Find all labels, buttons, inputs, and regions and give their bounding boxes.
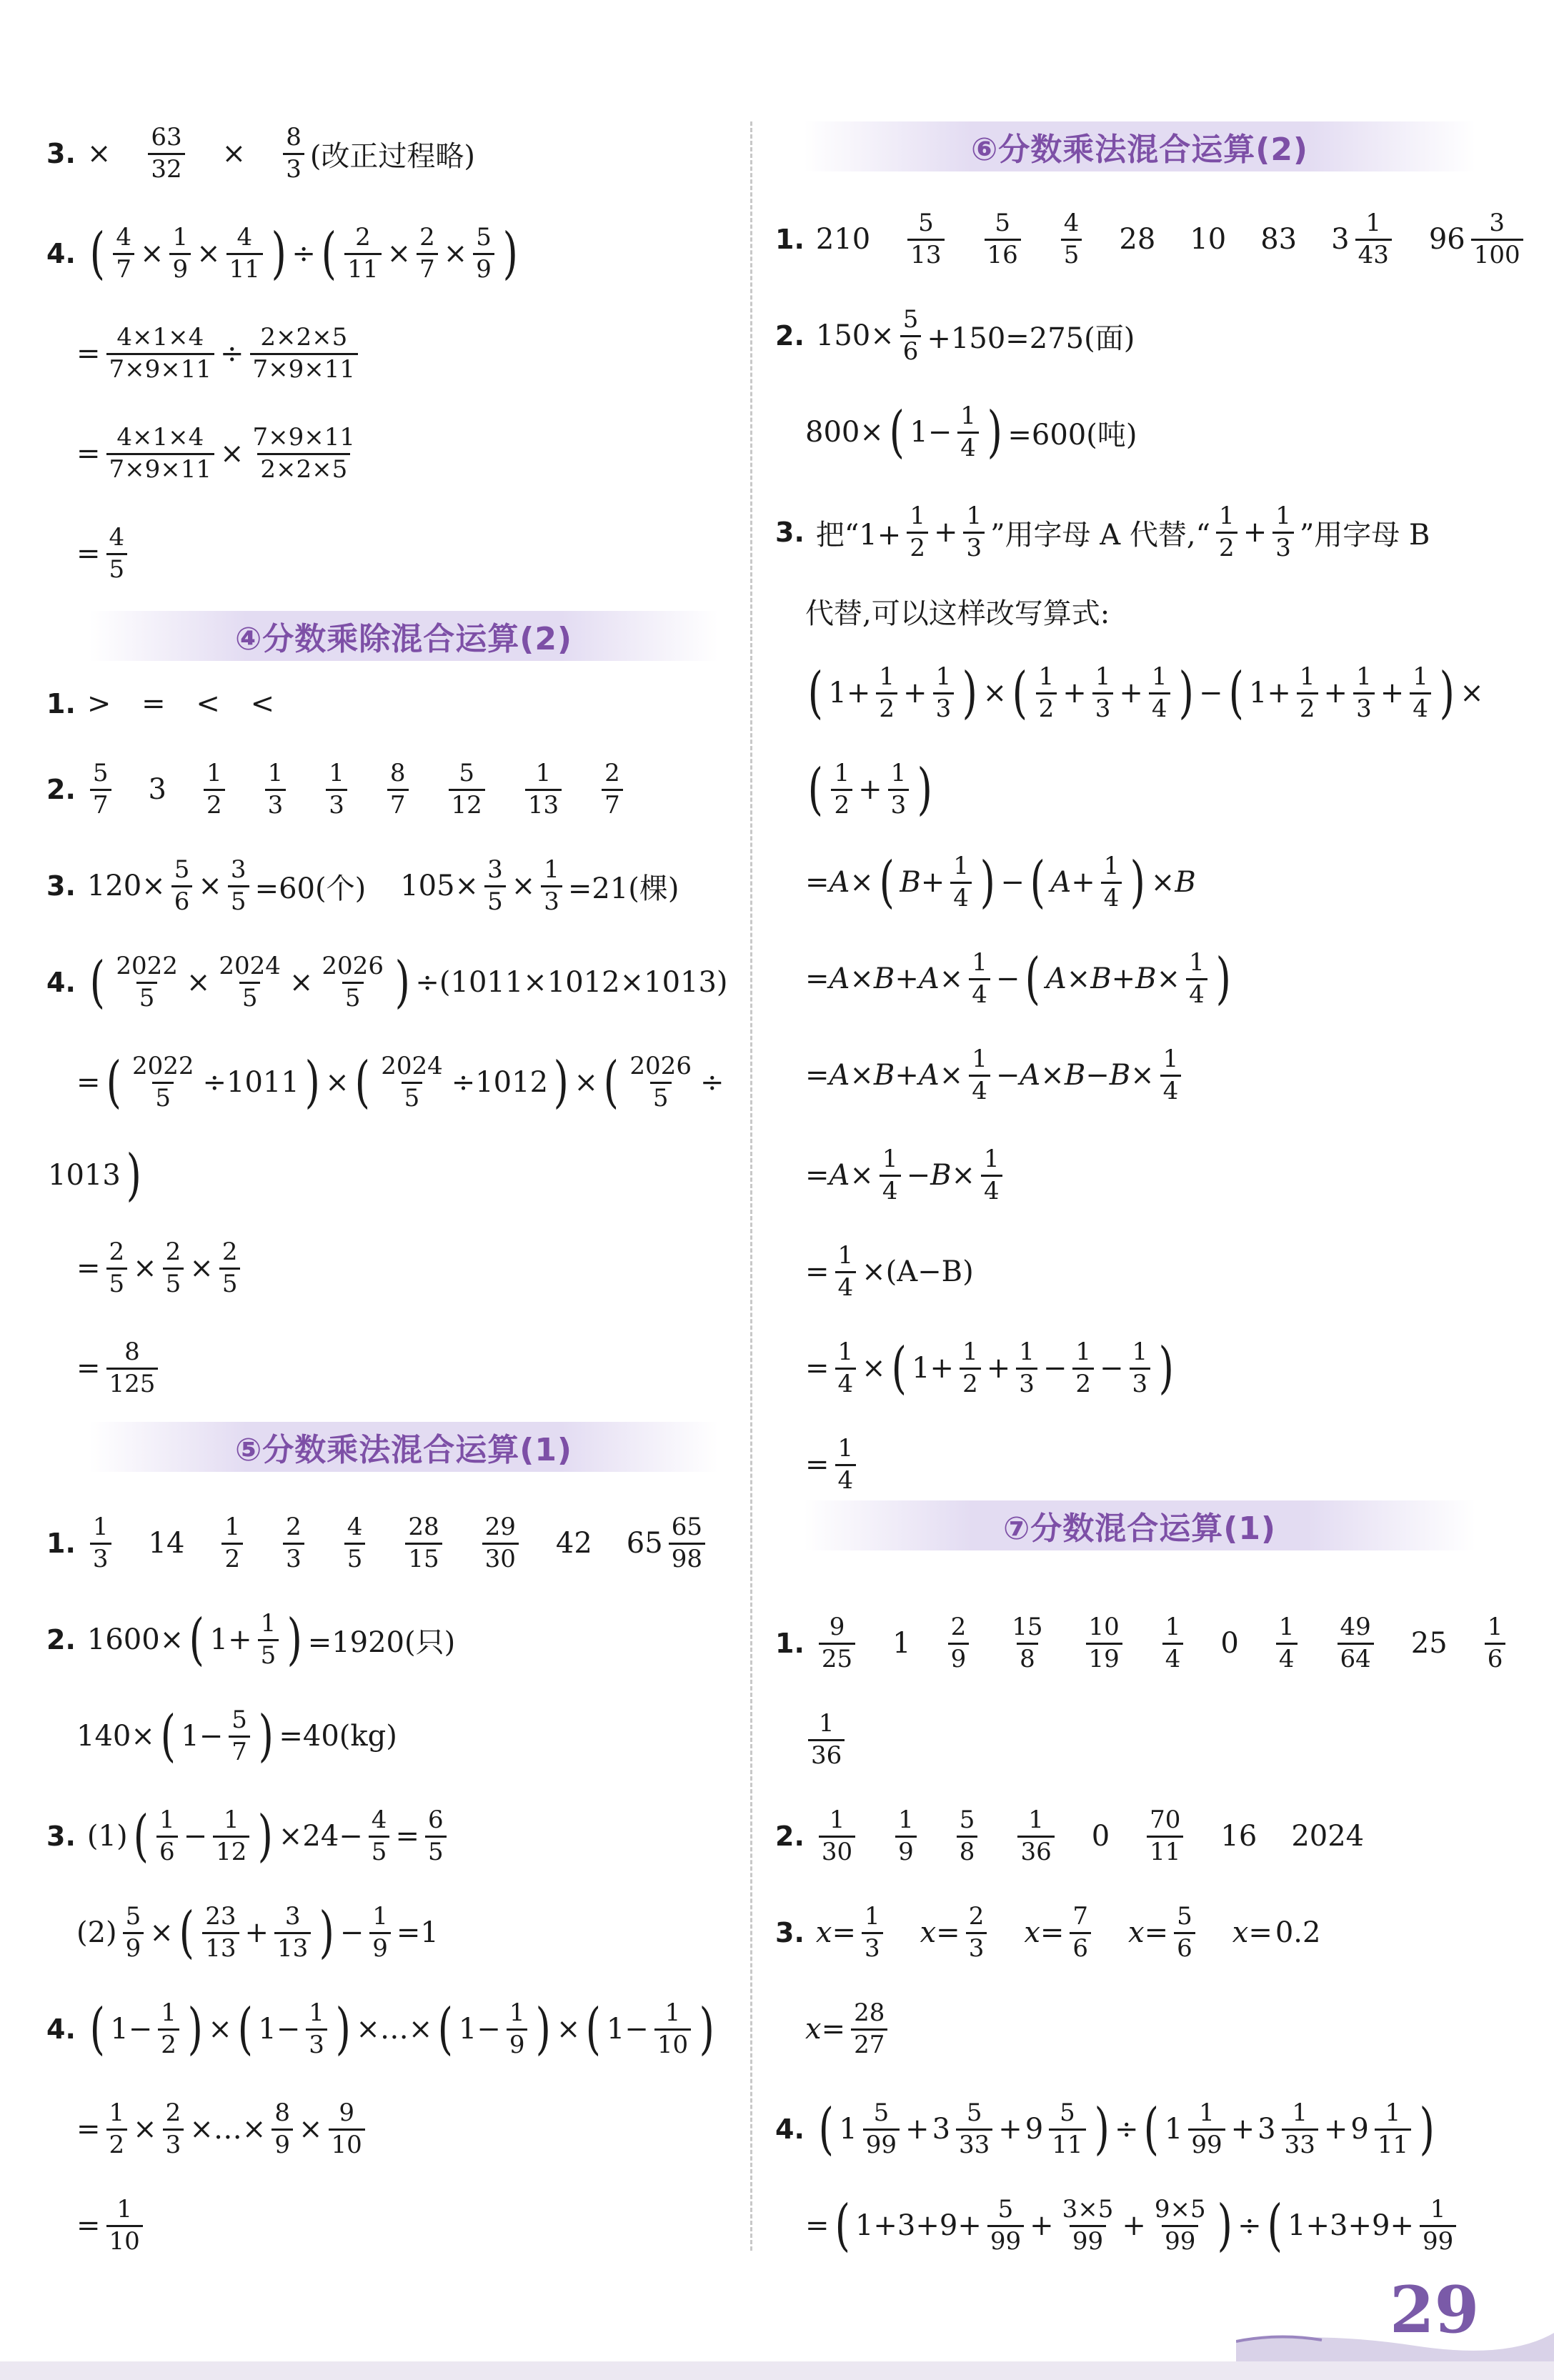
fraction: $\frac{2}{3}$ <box>966 1902 987 1963</box>
math-text: 16 <box>1220 1820 1257 1853</box>
math-text: ”用字母 B <box>1299 518 1430 552</box>
fraction: $\frac{1}{4}$ <box>950 852 972 913</box>
math-text: =40(kg) <box>279 1720 397 1753</box>
fraction: $\frac{5}{13}$ <box>907 209 944 270</box>
fraction: $\frac{1}{10}$ <box>654 1998 691 2060</box>
fraction: $\frac{1}{13}$ <box>525 759 562 820</box>
fraction: $\frac{5}{9}$ <box>123 1902 144 1963</box>
answer-line: = ( 1+3+9+ $\frac{5}{99}$ + $\frac{3\times 5}{99}$ + $\frac{9\times 5}{99}$ ) ÷ ( 1+3+9+ $\frac{1}{99}$ <box>804 2186 1460 2265</box>
math-text: ÷(1011×1012×1013) <box>415 966 728 999</box>
fraction: $\frac{1}{3}$ <box>265 759 287 820</box>
fraction: $\frac{1}{4}$ <box>957 402 979 463</box>
math-text: (2) <box>76 1916 117 1949</box>
math-text: > = < < <box>86 687 275 720</box>
fraction: $\frac{9}{10}$ <box>329 2098 365 2160</box>
math-text: 42 <box>555 1527 592 1560</box>
fraction: $\frac{1}{12}$ <box>213 1806 249 1867</box>
answer-line: ( $\frac{1}{2}$ + $\frac{1}{3}$ ) <box>807 757 933 822</box>
question-number: 4. <box>46 967 76 998</box>
fraction: $\frac{9}{25}$ <box>819 1613 855 1674</box>
answer-line: x= $\frac{28}{27}$ <box>804 1990 892 2068</box>
fraction: $\frac{29}{30}$ <box>482 1513 519 1574</box>
fraction: $\frac{4}{5}$ <box>1061 209 1082 270</box>
math-text: 105× <box>400 870 479 902</box>
math-text: =600(吨) <box>1007 418 1137 452</box>
math-text: ×…× <box>356 2013 433 2046</box>
math-text: =60(个) <box>254 872 367 905</box>
fraction: $\frac{1}{2}$ <box>106 2098 128 2160</box>
question-number: 3. <box>775 517 805 548</box>
fraction: $\frac{28}{15}$ <box>405 1513 442 1574</box>
fraction: $\frac{2}{11}$ <box>344 223 381 284</box>
column-divider <box>750 121 752 2251</box>
answer-line: = $\frac{1}{2}$ × $\frac{2}{3}$ ×…× $\frac{8}{9}$ × $\frac{9}{10}$ <box>75 2090 369 2169</box>
answer-line: = $\frac{1}{4}$ ×(A−B) <box>805 1241 974 1302</box>
fraction: $\frac{1}{3}$ <box>306 1998 327 2060</box>
fraction: $\frac{7\times 9\times 11}{2\times 2\times 5}$ <box>252 423 356 484</box>
fraction: $\frac{1}{4}$ <box>1149 662 1170 724</box>
fraction: $\frac{1}{36}$ <box>808 1709 845 1771</box>
answer-line <box>46 664 276 743</box>
fraction: $\frac{2}{7}$ <box>417 223 438 284</box>
question-number: 3. <box>46 138 76 169</box>
question-number: 4. <box>46 238 76 269</box>
section-heading <box>804 1500 1475 1550</box>
fraction: $\frac{1}{4}$ <box>835 1434 857 1495</box>
fraction: $\frac{4}{7}$ <box>113 223 134 284</box>
math-text: ”用字母 A 代替,“ <box>990 518 1211 552</box>
answer-line: =A× $\frac{1}{4}$ −B× $\frac{1}{4}$ <box>804 1136 1007 1215</box>
fraction: $\frac{2}{5}$ <box>163 1238 184 1299</box>
fraction: $\frac{5}{16}$ <box>985 209 1021 270</box>
math-text: 把“1+ <box>815 518 902 552</box>
fraction: $\frac{1}{3}$ <box>90 1513 111 1574</box>
fraction: $\frac{2026}{5}$ <box>629 1052 692 1112</box>
fraction: $\frac{2}{5}$ <box>219 1238 241 1299</box>
answer-line: 3. 把“1+ $\frac{1}{2}$ + $\frac{1}{3}$ ”用字母 A 代替,“ $\frac{1}{2}$ + $\frac{1}{3}$ ”用字母 B <box>775 502 1430 562</box>
footer-band <box>0 2361 1554 2380</box>
answer-line: ( 1+ $\frac{1}{2}$ + $\frac{1}{3}$ ) × ( $\frac{1}{2}$ + $\frac{1}{3}$ + $\frac{1}{4}$ ) − ( 1+ $\frac{1}{2}$ + $\frac{1}{3}$ + $\frac{1}{4}$ ) × <box>807 661 1484 725</box>
math-text: 1− <box>910 416 952 449</box>
fraction: $\frac{1}{2}$ <box>1216 502 1237 563</box>
fraction: $\frac{1}{9}$ <box>895 1806 917 1867</box>
fraction: $\frac{2022}{5}$ <box>116 952 178 1012</box>
math-text: × <box>86 137 111 170</box>
math-text: 1 <box>892 1627 911 1660</box>
math-text: 140× <box>76 1720 155 1753</box>
math-text: × <box>221 137 246 170</box>
math-text: 14 <box>148 1527 185 1560</box>
fraction: $\frac{5}{99}$ <box>987 2195 1024 2256</box>
fraction: $\frac{4}{5}$ <box>106 523 128 584</box>
fraction: $\frac{1}{9}$ <box>507 1998 528 2060</box>
fraction: $\frac{3\times 5}{99}$ <box>1062 2195 1114 2256</box>
fraction: $\frac{1}{4}$ <box>1186 948 1207 1010</box>
fraction: $\frac{1}{10}$ <box>106 2195 143 2256</box>
question-number: 2. <box>46 774 76 805</box>
answer-line <box>775 1797 1365 1876</box>
page-number: 29 <box>1390 2272 1480 2348</box>
math-text: ÷1011 <box>202 1066 299 1099</box>
math-text: ÷1012 <box>451 1066 549 1099</box>
answer-line: 4. ( 1 $\frac{5}{99}$ + 3 $\frac{5}{33}$ + 9 $\frac{5}{11}$ ) ÷ ( 1 $\frac{1}{99}$ + 3 $\frac{1}{33}$ + 9 $\frac{1}{11}$ ) <box>775 2097 1435 2161</box>
fraction: $\frac{1}{9}$ <box>369 1902 391 1963</box>
math-text: 83 <box>1260 223 1298 256</box>
question-number: 2. <box>775 320 805 352</box>
fraction: $\frac{5}{9}$ <box>473 223 494 284</box>
fraction: $\frac{5}{8}$ <box>957 1806 978 1867</box>
fraction: $\frac{8}{7}$ <box>387 759 409 820</box>
fraction: $\frac{1}{5}$ <box>258 1609 279 1671</box>
math-text: 2024 <box>1291 1820 1365 1853</box>
fraction: $\frac{2024}{5}$ <box>219 952 281 1012</box>
mixed-number: 1 $\frac{5}{99}$ <box>837 2098 904 2160</box>
fraction: $\frac{1}{4}$ <box>835 1338 857 1399</box>
question-number: 1. <box>46 1528 76 1559</box>
fraction: $\frac{1}{3}$ <box>1353 662 1375 724</box>
fraction: $\frac{5}{12}$ <box>449 759 485 820</box>
fraction: $\frac{1}{3}$ <box>1130 1338 1151 1399</box>
math-text: 0.2 <box>1275 1916 1321 1949</box>
math-text: =1920(只) <box>307 1625 456 1659</box>
question-number: 3. <box>46 1821 76 1852</box>
fraction: $\frac{4\times 1\times 4}{7\times 9\times 11}$ <box>106 423 215 484</box>
fraction: $\frac{5}{6}$ <box>171 855 193 917</box>
mixed-number: 1 $\frac{1}{99}$ <box>1163 2098 1230 2160</box>
math-text: ×(A−B) <box>862 1255 974 1288</box>
math-text: 0 <box>1091 1820 1110 1853</box>
fraction: $\frac{8}{3}$ <box>283 123 304 184</box>
math-text: 1013 <box>48 1159 121 1192</box>
answer-line <box>804 572 1111 650</box>
fraction: $\frac{1}{4}$ <box>969 948 990 1010</box>
answer-line: = $\frac{4\times 1\times 4}{7\times 9\times 11}$ × $\frac{7\times 9\times 11}{2\times 2\times 5}$ <box>75 414 362 493</box>
question-number: 4. <box>46 2013 76 2045</box>
fraction: $\frac{7}{6}$ <box>1070 1902 1091 1963</box>
fraction: $\frac{1}{3}$ <box>933 662 955 724</box>
answer-line: = $\frac{4}{5}$ <box>75 514 131 593</box>
fraction: $\frac{1}{2}$ <box>1036 662 1057 724</box>
fraction: $\frac{1}{9}$ <box>169 223 191 284</box>
question-number: 1. <box>775 224 805 255</box>
math-text: 120× <box>86 870 166 902</box>
question-number: 4. <box>775 2113 805 2145</box>
fraction: $\frac{1}{3}$ <box>1092 662 1114 724</box>
answer-line: 3. 120× $\frac{5}{6}$ × $\frac{3}{5}$ =60(个) 105× $\frac{3}{5}$ × $\frac{1}{3}$ =21(棵) <box>46 855 679 916</box>
section-title: ⑤分数乘法混合运算(1) <box>234 1432 573 1468</box>
fraction: $\frac{1}{6}$ <box>156 1806 178 1867</box>
fraction: $\frac{8}{9}$ <box>272 2098 293 2160</box>
answer-line: = $\frac{1}{4}$ <box>804 1425 860 1504</box>
question-number: 2. <box>775 1821 805 1852</box>
math-text: ×24− <box>278 1820 363 1853</box>
fraction: $\frac{1}{4}$ <box>1160 1045 1182 1106</box>
fraction: $\frac{1}{4}$ <box>969 1045 990 1106</box>
math-text: 1+ <box>209 1623 252 1656</box>
section-heading <box>89 1422 718 1472</box>
fraction: $\frac{6}{5}$ <box>425 1806 447 1867</box>
fraction: $\frac{15}{8}$ <box>1012 1613 1043 1673</box>
section-heading <box>89 611 718 661</box>
math-text: =1 <box>396 1916 439 1949</box>
answer-line <box>46 1504 709 1583</box>
fraction: $\frac{1}{4}$ <box>1101 852 1122 913</box>
fraction: $\frac{49}{64}$ <box>1338 1613 1374 1674</box>
fraction: $\frac{1}{3}$ <box>963 502 985 563</box>
answer-line <box>46 750 627 829</box>
answer-line: =A× ( B+ $\frac{1}{4}$ ) − ( A+ $\frac{1}{4}$ ) ×B <box>805 850 1196 915</box>
section-title: ④分数乘除混合运算(2) <box>234 621 573 657</box>
answer-line: =A×B+A× $\frac{1}{4}$ − ( A×B+B× $\frac{1}{4}$ ) <box>805 947 1231 1011</box>
section-title: ⑦分数混合运算(1) <box>1002 1510 1277 1547</box>
answer-line: =A×B+A× $\frac{1}{4}$ −A×B−B× $\frac{1}{4}$ <box>804 1036 1185 1115</box>
fraction: $\frac{1}{2}$ <box>831 759 852 820</box>
fraction: $\frac{1}{99}$ <box>1420 2195 1456 2256</box>
answer-line: 2. 1600× ( 1+ $\frac{1}{5}$ ) =1920(只) <box>46 1608 456 1672</box>
fraction: $\frac{1}{4}$ <box>1276 1613 1298 1674</box>
math-text: =21(棵) <box>567 872 679 905</box>
mixed-number: 9 $\frac{5}{11}$ <box>1024 2098 1090 2160</box>
fraction: $\frac{28}{27}$ <box>851 1998 887 2060</box>
fraction: $\frac{1}{4}$ <box>880 1145 901 1206</box>
question-number: 1. <box>46 688 76 720</box>
fraction: $\frac{1}{4}$ <box>981 1145 1002 1206</box>
question-number: 1. <box>775 1628 805 1659</box>
fraction: $\frac{1}{4}$ <box>1410 662 1431 724</box>
math-text: 3 <box>148 773 166 806</box>
answer-line: 4. ( 1− $\frac{1}{2}$ ) × ( 1− $\frac{1}{3}$ ) ×…× ( 1− $\frac{1}{9}$ ) × ( 1− $\frac{1}{10}$ ) <box>46 1997 714 2061</box>
fraction: $\frac{5}{6}$ <box>900 305 922 367</box>
fraction: $\frac{3}{13}$ <box>274 1902 311 1963</box>
question-number: 2. <box>46 1624 76 1655</box>
fraction: $\frac{1}{4}$ <box>835 1241 857 1303</box>
fraction: $\frac{1}{3}$ <box>1016 1338 1037 1399</box>
fraction: $\frac{1}{6}$ <box>1485 1613 1506 1674</box>
fraction: $\frac{2022}{5}$ <box>131 1052 194 1112</box>
math-text: 800× <box>805 416 884 449</box>
mixed-number: 9 $\frac{1}{11}$ <box>1349 2098 1415 2160</box>
fraction: $\frac{70}{11}$ <box>1147 1806 1183 1867</box>
mixed-number: 96 $\frac{3}{100}$ <box>1428 209 1528 270</box>
fraction: $\frac{1}{2}$ <box>1297 662 1318 724</box>
answer-line: 4. ( $\frac{4}{7}$ × $\frac{1}{9}$ × $\frac{4}{11}$ ) ÷ ( $\frac{2}{11}$ × $\frac{2}{7}$ × $\frac{5}{9}$ ) <box>46 221 518 286</box>
fraction: $\frac{2}{9}$ <box>948 1613 970 1674</box>
fraction: $\frac{63}{32}$ <box>148 123 184 184</box>
answer-line: = $\frac{1}{10}$ <box>75 2186 147 2265</box>
math-text: 1600× <box>86 1623 184 1656</box>
fraction: $\frac{1}{2}$ <box>876 662 897 724</box>
fraction: $\frac{1}{2}$ <box>1072 1338 1094 1399</box>
math-text: 代替,可以这样改写算式: <box>805 597 1110 630</box>
fraction: $\frac{10}{19}$ <box>1086 1613 1122 1674</box>
answer-line: (2) $\frac{5}{9}$ × ( $\frac{23}{13}$ + $\frac{3}{13}$ ) − $\frac{1}{9}$ =1 <box>76 1901 439 1965</box>
answer-line: 3. x= $\frac{1}{3}$ x= $\frac{2}{3}$ x= $\frac{7}{6}$ x= $\frac{5}{6}$ x= 0.2 <box>775 1902 1321 1963</box>
fraction: $\frac{4}{5}$ <box>344 1513 366 1574</box>
mixed-number: 3 $\frac{1}{33}$ <box>1256 2098 1323 2160</box>
fraction: $\frac{23}{13}$ <box>202 1902 239 1963</box>
question-number: 3. <box>46 870 76 902</box>
answer-line: 3. (1) ( $\frac{1}{6}$ − $\frac{1}{12}$ ) ×24− $\frac{4}{5}$ = $\frac{6}{5}$ <box>46 1797 451 1876</box>
answer-line: = $\frac{1}{4}$ × ( 1+ $\frac{1}{2}$ + $\frac{1}{3}$ − $\frac{1}{2}$ − $\frac{1}{3}$ ) <box>805 1336 1175 1400</box>
mixed-number: 65 $\frac{65}{98}$ <box>625 1513 709 1574</box>
section-title: ⑥分数乘法混合运算(2) <box>970 131 1309 168</box>
answer-line <box>775 297 1136 375</box>
answer-line <box>804 1701 849 1779</box>
math-text: 25 <box>1410 1627 1448 1660</box>
answer-line <box>775 1604 1510 1683</box>
fraction: $\frac{1}{3}$ <box>541 855 562 917</box>
mixed-number: 3 $\frac{1}{43}$ <box>1330 209 1396 270</box>
answer-line: 800× ( 1− $\frac{1}{4}$ ) =600(吨) <box>805 400 1137 464</box>
math-text: 0 <box>1220 1627 1239 1660</box>
answer-line: 140× ( 1− $\frac{5}{7}$ ) =40(kg) <box>76 1704 397 1768</box>
fraction: $\frac{1}{3}$ <box>1272 502 1294 563</box>
answer-line: = $\frac{4\times 1\times 4}{7\times 9\times 11}$ ÷ $\frac{2\times 2\times 5}{7\times 9\times 11}$ <box>75 314 362 393</box>
fraction: $\frac{1}{3}$ <box>862 1902 883 1963</box>
math-text: 28 <box>1119 223 1156 256</box>
fraction: $\frac{1}{3}$ <box>888 759 910 820</box>
fraction: $\frac{2}{5}$ <box>106 1238 128 1299</box>
fraction: $\frac{5}{7}$ <box>90 759 111 820</box>
fraction: $\frac{9\times 5}{99}$ <box>1154 2195 1206 2256</box>
math-text: (1) <box>86 1820 128 1853</box>
fraction: $\frac{5}{6}$ <box>1174 1902 1195 1963</box>
fraction: $\frac{1}{2}$ <box>221 1513 243 1574</box>
math-text: 150× <box>815 319 895 352</box>
fraction: $\frac{1}{30}$ <box>819 1806 855 1867</box>
fraction: $\frac{1}{2}$ <box>960 1338 981 1399</box>
math-text: 10 <box>1190 223 1227 256</box>
math-text: +150=275(面) <box>927 322 1135 355</box>
answer-line: 1013 ) <box>48 1143 141 1208</box>
answer-line: 4. ( $\frac{2022}{5}$ × $\frac{2024}{5}$ × $\frac{2026}{5}$ ) ÷(1011×1012×1013) <box>46 950 728 1015</box>
fraction: $\frac{1}{2}$ <box>907 502 928 563</box>
question-number: 3. <box>775 1917 805 1948</box>
fraction: $\frac{1}{36}$ <box>1017 1806 1054 1867</box>
fraction: $\frac{1}{2}$ <box>158 1998 179 2060</box>
fraction: $\frac{4\times 1\times 4}{7\times 9\times 11}$ <box>106 323 215 384</box>
fraction: $\frac{4}{11}$ <box>226 223 263 284</box>
math-text: ×…× <box>189 2113 267 2146</box>
fraction: $\frac{5}{7}$ <box>229 1706 250 1767</box>
fraction: $\frac{1}{4}$ <box>1162 1613 1184 1674</box>
fraction: $\frac{2024}{5}$ <box>381 1052 443 1112</box>
fraction: $\frac{1}{2}$ <box>204 759 225 820</box>
mixed-number: 3 $\frac{5}{33}$ <box>931 2098 997 2160</box>
answer-line: = $\frac{2}{5}$ × $\frac{2}{5}$ × $\frac{2}{5}$ <box>75 1229 244 1308</box>
math-text: (改正过程略) <box>309 139 476 173</box>
math-text: 1− <box>181 1720 224 1753</box>
fraction: $\frac{1}{3}$ <box>326 759 347 820</box>
fraction: $\frac{8}{125}$ <box>106 1338 159 1399</box>
fraction: $\frac{3}{5}$ <box>228 855 249 917</box>
answer-line <box>775 200 1528 279</box>
section-heading <box>804 121 1475 171</box>
fraction: $\frac{4}{5}$ <box>369 1806 390 1867</box>
answer-line <box>46 114 477 193</box>
answer-line: = $\frac{8}{125}$ <box>75 1329 162 1408</box>
fraction: $\frac{2\times 2\times 5}{7\times 9\times 11}$ <box>250 323 359 384</box>
fraction: $\frac{2}{7}$ <box>602 759 623 820</box>
fraction: $\frac{2}{3}$ <box>283 1513 304 1574</box>
fraction: $\frac{2}{3}$ <box>163 2098 184 2160</box>
fraction: $\frac{3}{5}$ <box>484 855 506 917</box>
fraction: $\frac{2026}{5}$ <box>322 952 384 1012</box>
math-text: 210 <box>815 223 871 256</box>
answer-line: = ( $\frac{2022}{5}$ ÷1011 ) × ( $\frac{2024}{5}$ ÷1012 ) × ( $\frac{2026}{5}$ ÷ <box>76 1050 724 1115</box>
